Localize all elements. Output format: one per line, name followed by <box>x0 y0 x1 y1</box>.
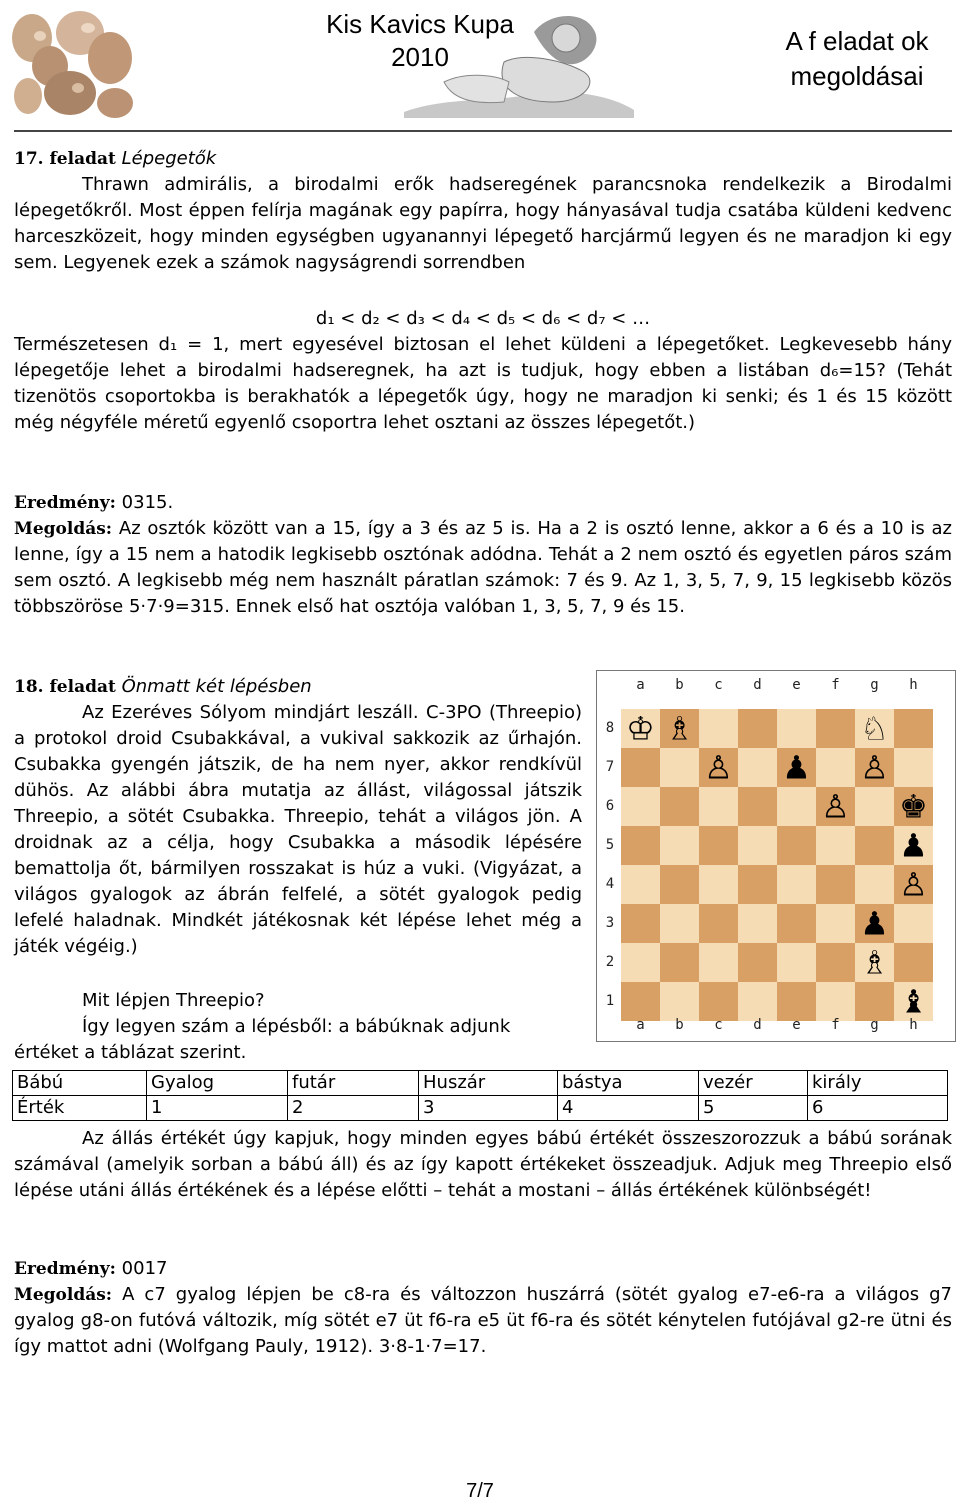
square-d2 <box>738 943 777 982</box>
file-label-g: g <box>870 677 879 693</box>
square-b1 <box>660 982 699 1021</box>
black-pawn-e7-icon: ♟ <box>782 748 811 787</box>
table-cell: 6 <box>808 1096 948 1121</box>
board-rank-labels <box>599 709 621 1021</box>
black-pawn-h5-icon: ♟ <box>899 826 928 865</box>
square-d1 <box>738 982 777 1021</box>
rank-label-3: 3 <box>605 915 615 931</box>
task18-paragraph2a: Így legyen szám a lépésből: a bábúknak adjunk <box>82 1016 511 1037</box>
square-d3 <box>738 904 777 943</box>
square-e6 <box>777 787 816 826</box>
rank-label-8: 8 <box>605 720 615 736</box>
square-c1 <box>699 982 738 1021</box>
square-f7 <box>816 748 855 787</box>
task18-result-value: 0017 <box>121 1258 168 1279</box>
square-d6 <box>738 787 777 826</box>
white-pawn-h4-icon: ♙ <box>899 865 928 904</box>
task17-paragraph2: Természetesen d₁ = 1, mert egyesével biztosan el lehet küldeni a lépegetőket. Legkevesebb hány lépegetője lehet a birodalmi hadseregnek, ha azt is tudjuk, hogy ebben a listában d₆=15? (Tehát tizenötös csoportokba is berakhatók a lépegetők úgy, hogy ne maradjon ki senki; és 1 és 15 között még négyféle méretű egyenlő csoportra lehet osztani az összes lépegetőt.) <box>14 334 952 433</box>
table-cell: bástya <box>558 1071 699 1096</box>
square-e2 <box>777 943 816 982</box>
file-label-e: e <box>792 677 801 693</box>
chess-board-diagram <box>596 670 956 1042</box>
file-label-b: b <box>675 677 684 693</box>
task17-result-label: Eredmény: <box>14 493 116 513</box>
square-f1 <box>816 982 855 1021</box>
square-h3 <box>894 904 933 943</box>
white-pawn-g7-icon: ♙ <box>860 748 889 787</box>
square-a6 <box>621 787 660 826</box>
file-label-a: a <box>636 677 645 693</box>
rank-label-6: 6 <box>605 798 615 814</box>
rank-label-7: 7 <box>605 759 615 775</box>
black-pawn-g3-icon: ♟ <box>860 904 889 943</box>
square-f5 <box>816 826 855 865</box>
table-cell: Bábú <box>13 1071 147 1096</box>
table-cell: futár <box>288 1071 419 1096</box>
header-subtitle-line2: megoldásai <box>790 61 924 91</box>
table-cell: király <box>808 1071 948 1096</box>
file-label-f: f <box>831 1017 840 1033</box>
file-label-h: h <box>909 677 918 693</box>
white-pawn-c7-icon: ♙ <box>704 748 733 787</box>
square-f8 <box>816 709 855 748</box>
square-d4 <box>738 865 777 904</box>
header-title-line1: Kis Kavics Kupa <box>326 9 514 39</box>
task17-heading <box>14 146 952 172</box>
square-e8 <box>777 709 816 748</box>
task18-paragraph2b: értéket a táblázat szerint. <box>14 1042 247 1063</box>
black-king-h6-icon: ♚ <box>899 787 928 826</box>
table-cell: 4 <box>558 1096 699 1121</box>
white-knight-g8-icon: ♘ <box>860 709 889 748</box>
white-king-a8-icon: ♔ <box>626 709 655 748</box>
file-label-g: g <box>870 1017 879 1033</box>
white-bishop-g2-icon: ♗ <box>860 943 889 982</box>
task18-paragraph1: Az Ezeréves Sólyom mindjárt leszáll. C-3PO (Threepio) a protokol droid Csubakkával, a vukival sakkozik az űrhajón. Csubakka gyengén játszik, de ha nem nyer, akkor rendkívül dühös. Az alábbi ábra mutatja az állást, világossal játszik Threepio, a sötét Csubakka. Threepio, tehát a világos jön. A droidnak az a célja, hogy Csubakka a második lépésére bemattolja őt, bármilyen rosszakat is húz a vuki. (Vigyázat, a világos gyalogok az ábrán felfelé, a sötét gyalogok pedig lefelé haladnak. Mindkét játékosnak két lépése lehet még a játék végéig.) <box>14 702 582 957</box>
pebbles-logo <box>10 8 138 120</box>
square-c4 <box>699 865 738 904</box>
file-label-c: c <box>714 677 723 693</box>
header-subtitle <box>752 24 960 94</box>
square-h8 <box>894 709 933 748</box>
square-b5 <box>660 826 699 865</box>
black-bishop-h1-icon: ♝ <box>899 982 928 1021</box>
square-d5 <box>738 826 777 865</box>
square-c3 <box>699 904 738 943</box>
square-c5 <box>699 826 738 865</box>
task18-heading <box>14 674 582 700</box>
square-d8 <box>738 709 777 748</box>
task17-solution-text: Az osztók között van a 15, így a 3 és az 5 is. Ha a 2 is osztó lenne, akkor a 6 és a 10 is az lenne, így a 15 nem a hatodik legkisebb osztónak adódna. Tehát a 2 nem osztó és egyetlen páros szám sem osztó. A legkisebb még nem használt páratlan számok: 7 és 9. Az 1, 3, 5, 7, 9, 15 legkisebb közös többszöröse 5·7·9=315. Ennek első hat osztója valóban 1, 3, 5, 7, 9 és 15. <box>14 518 952 617</box>
table-cell: vezér <box>699 1071 808 1096</box>
square-b7 <box>660 748 699 787</box>
square-b2 <box>660 943 699 982</box>
square-e5 <box>777 826 816 865</box>
task18-result <box>14 1256 952 1282</box>
square-h7 <box>894 748 933 787</box>
task17-label: 17. feladat <box>14 149 116 169</box>
square-f3 <box>816 904 855 943</box>
white-pawn-f6-icon: ♙ <box>821 787 850 826</box>
square-a3 <box>621 904 660 943</box>
file-label-c: c <box>714 1017 723 1033</box>
table-row-piece <box>13 1071 948 1096</box>
chess-board-grid <box>621 709 933 1021</box>
square-a5 <box>621 826 660 865</box>
table-cell: Huszár <box>419 1071 558 1096</box>
square-d7 <box>738 748 777 787</box>
task17-solution <box>14 516 952 620</box>
square-e1 <box>777 982 816 1021</box>
task17-paragraph1: Thrawn admirális, a birodalmi erők hadseregének parancsnoka rendelkezik a Birodalmi lépegetőkről. Most éppen felírja magának egy papírra, hogy hányasával tudja csatába küldeni kedvenc harceszközeit, hogy minden egységben ugyanannyi lépegető harcjármű legyen és ne maradjon ki egy sem. Legyenek ezek a számok nagyságrendi sorrendben <box>14 174 952 273</box>
square-b3 <box>660 904 699 943</box>
square-f4 <box>816 865 855 904</box>
task17-result-value: 0315. <box>121 492 174 513</box>
square-c2 <box>699 943 738 982</box>
task17-sequence: d₁ < d₂ < d₃ < d₄ < d₅ < d₆ < d₇ < … <box>315 308 651 329</box>
square-g4 <box>855 865 894 904</box>
square-g5 <box>855 826 894 865</box>
square-e3 <box>777 904 816 943</box>
square-b6 <box>660 787 699 826</box>
square-a2 <box>621 943 660 982</box>
header-divider <box>14 130 952 132</box>
white-bishop-b8-icon: ♗ <box>665 709 694 748</box>
table-cell: 1 <box>147 1096 288 1121</box>
table-row-value <box>13 1096 948 1121</box>
header-title <box>300 8 540 74</box>
task17-solution-label: Megoldás: <box>14 519 113 539</box>
board-file-labels-top <box>621 677 933 693</box>
file-label-d: d <box>753 677 762 693</box>
table-cell: Gyalog <box>147 1071 288 1096</box>
square-c6 <box>699 787 738 826</box>
task18-solution-text: A c7 gyalog lépjen be c8-ra és változzon huszárrá (sötét gyalog e7-e6-ra a világos g7 gyalog g8-on futóvá változik, míg sötét e7 üt f6-ra e5 üt f6-ra és sötét kénytelen futójával g2-re ütni és így mattot adni (Wolfgang Pauly, 1912). 3·8-1·7=17. <box>14 1284 952 1357</box>
square-b4 <box>660 865 699 904</box>
table-cell: 5 <box>699 1096 808 1121</box>
file-label-b: b <box>675 1017 684 1033</box>
square-a4 <box>621 865 660 904</box>
file-label-h: h <box>909 1017 918 1033</box>
header-subtitle-line1: A f eladat ok <box>785 26 929 56</box>
task18-question: Mit lépjen Threepio? <box>82 990 265 1011</box>
square-g1 <box>855 982 894 1021</box>
header-title-line2: 2010 <box>391 42 449 72</box>
square-f2 <box>816 943 855 982</box>
table-cell: 2 <box>288 1096 419 1121</box>
file-label-f: f <box>831 677 840 693</box>
rank-label-2: 2 <box>605 954 615 970</box>
square-a7 <box>621 748 660 787</box>
page-number: 7/7 <box>466 1480 494 1502</box>
rank-label-5: 5 <box>605 837 615 853</box>
file-label-d: d <box>753 1017 762 1033</box>
task18-label: 18. feladat <box>14 677 116 697</box>
task18-paragraph3: Az állás értékét úgy kapjuk, hogy minden egyes bábú értékét összeszorozzuk a bábú sorának számával (amelyik sorban a bábú áll) és az így kapott értékeket összeadjuk. Adjuk meg Threepio első lépése utáni állás értékének és a lépése előtti – tehát a mostani – állás értékének különbségét! <box>14 1128 952 1201</box>
square-c8 <box>699 709 738 748</box>
file-label-a: a <box>636 1017 645 1033</box>
task17-title: Lépegetők <box>121 148 217 169</box>
square-e4 <box>777 865 816 904</box>
task18-solution-label: Megoldás: <box>14 1285 113 1305</box>
board-file-labels-bottom <box>621 1017 933 1033</box>
rank-label-1: 1 <box>605 993 615 1009</box>
task18-solution <box>14 1282 952 1360</box>
file-label-e: e <box>792 1017 801 1033</box>
square-h2 <box>894 943 933 982</box>
rank-label-4: 4 <box>605 876 615 892</box>
square-a1 <box>621 982 660 1021</box>
task18-result-label: Eredmény: <box>14 1259 116 1279</box>
task17-result <box>14 490 952 516</box>
table-cell: Érték <box>13 1096 147 1121</box>
table-cell: 3 <box>419 1096 558 1121</box>
task18-title: Önmatt két lépésben <box>121 676 312 697</box>
piece-value-table <box>12 1070 948 1121</box>
square-g6 <box>855 787 894 826</box>
